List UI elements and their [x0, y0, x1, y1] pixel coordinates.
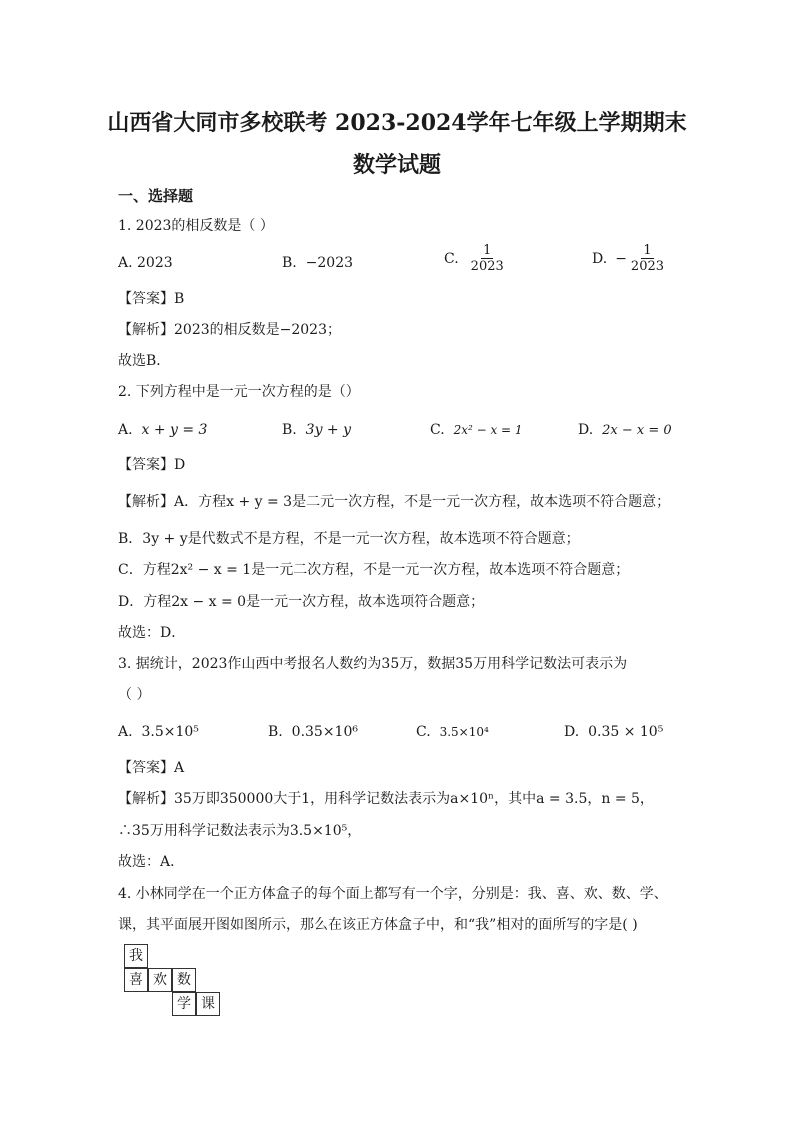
- net-cell-bottom: 课: [196, 992, 220, 1016]
- q1-option-b: B. −2023: [282, 255, 354, 271]
- q3-answer: 【答案】A: [118, 760, 185, 776]
- q1-option-a: A. 2023: [118, 255, 173, 271]
- q3-analysis-line: ∴35万用科学记数法表示为3.5×10⁵，: [118, 823, 362, 839]
- document-title-line1: 山西省大同市多校联考 2023-2024学年七年级上学期期末: [107, 110, 687, 136]
- q2-analysis-line: 【解析】A．方程x + y = 3是二元一次方程，不是一元一次方程，故本选项不符合题意；: [118, 494, 671, 510]
- q4-stem: 4. 小林同学在一个正方体盒子的每个面上都写有一个字，分别是：我、喜、欢、数、学、: [118, 886, 668, 902]
- net-cell-middle: 喜: [124, 968, 148, 992]
- net-cell-middle: 数: [172, 968, 196, 992]
- q1-answer: 【答案】B: [118, 291, 185, 307]
- q2-option-c: C. 2x² − x = 1: [430, 422, 523, 438]
- section-heading: 一、选择题: [118, 187, 194, 205]
- q2-analysis-line: C．方程2x² − x = 1是一元二次方程，不是一元一次方程，故本选项不符合题意；: [118, 562, 630, 578]
- q2-option-d: D. 2x − x = 0: [578, 422, 672, 438]
- q3-stem-cont: （ ）: [118, 687, 151, 703]
- document-title-line2: 数学试题: [352, 152, 441, 178]
- q1-analysis: 【解析】2023的相反数是−2023；: [118, 322, 341, 338]
- q1-stem: 1. 2023的相反数是（ ）: [118, 218, 274, 234]
- net-cell-bottom: 学: [172, 992, 196, 1016]
- q3-option-d: D. 0.35 × 10⁵: [564, 724, 664, 740]
- q1-option-c: C. $\frac{1}{2023}$: [444, 243, 504, 274]
- q3-analysis-line: 故选：A．: [118, 854, 185, 870]
- q2-option-b: B. 3y + y: [282, 422, 352, 438]
- q3-option-a: A. 3.5×10⁵: [118, 724, 199, 740]
- q2-stem: 2. 下列方程中是一元一次方程的是（）: [118, 384, 360, 400]
- q3-analysis-line: 【解析】35万即350000大于1，用科学记数法表示为a×10ⁿ，其中a = 3.5，n = 5，: [118, 791, 654, 807]
- fraction: $\frac{1}{2023}$: [630, 243, 665, 274]
- q2-analysis-line: D．方程2x − x = 0是一元一次方程，故本选项符合题意；: [118, 594, 485, 610]
- q2-analysis-line: B．3y + y是代数式不是方程，不是一元一次方程，故本选项不符合题意；: [118, 531, 580, 547]
- net-cell-top: 我: [124, 944, 148, 968]
- q4-stem-cont: 课，其平面展开图如图所示，那么在该正方体盒子中，和“我”相对的面所写的字是( ): [118, 917, 638, 933]
- q1-choose: 故选B．: [118, 353, 171, 369]
- fraction: $\frac{1}{2023}$: [470, 243, 504, 274]
- q3-stem: 3. 据统计，2023作山西中考报名人数约为35万，数据35万用科学记数法可表示为: [118, 656, 628, 672]
- q3-option-b: B. 0.35×10⁶: [268, 724, 358, 740]
- net-cell-middle: 欢: [148, 968, 172, 992]
- q3-option-c: C. 3.5×10⁴: [416, 724, 489, 740]
- q2-option-a: A. x + y = 3: [118, 422, 208, 438]
- q2-answer: 【答案】D: [118, 457, 186, 473]
- q1-option-d: D. − $\frac{1}{2023}$: [592, 243, 665, 274]
- q2-analysis-line: 故选：D．: [118, 625, 186, 641]
